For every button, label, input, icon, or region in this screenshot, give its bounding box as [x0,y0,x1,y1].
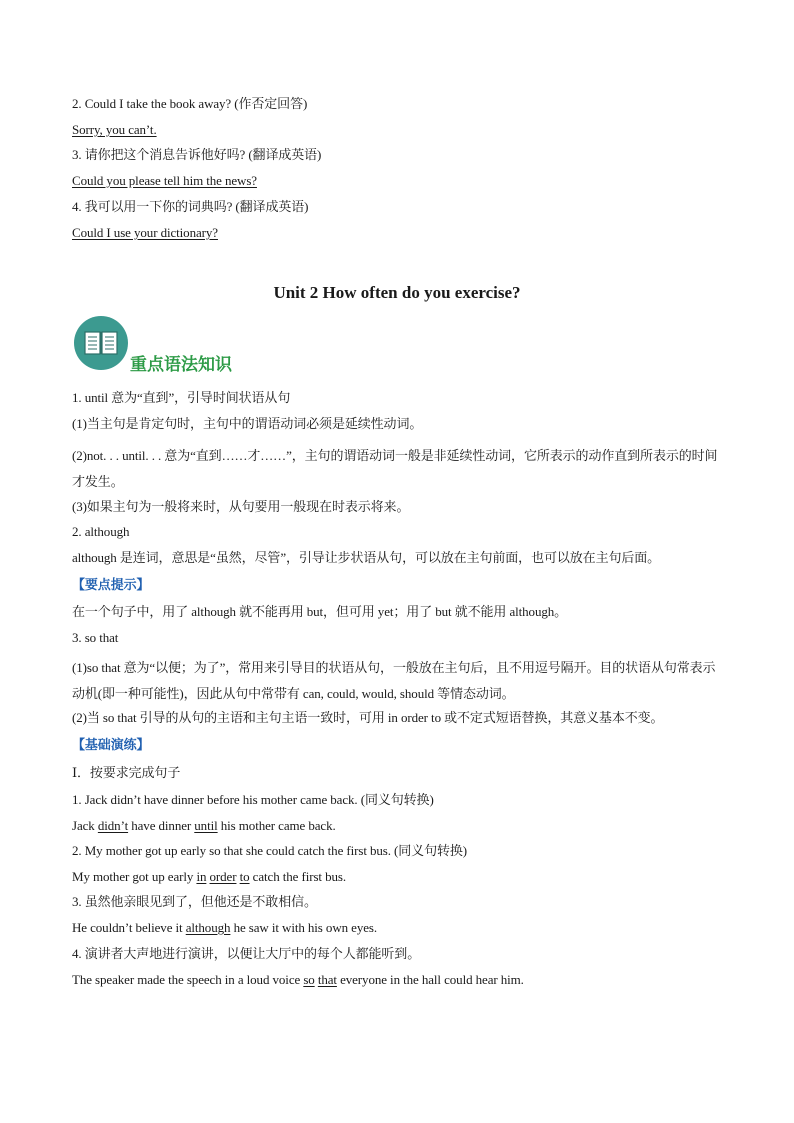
answer-blank: until [194,818,218,833]
grammar-point-1b: (2)not. . . until. . . 意为“直到……才……”，主句的谓语动词一般是非延续性动词，它所表示的动作直到所表示的时间才发生。 [72,448,718,489]
section-heading [74,316,334,374]
grammar-point-3a: (1)so that 意为“以便；为了”，常用来引导目的状语从句，一般放在主句后，且不用逗号隔开。目的状语从句常表示动机(即一种可能性)，因此从句中常带有 can, could, would, should 等情态动词。 [72,660,716,701]
answer-text: he saw it with his own eyes. [230,920,378,935]
exercise-question-3: 3. 请你把这个消息告诉他好吗? (翻译成英语) [72,147,322,162]
unit-title: Unit 2 How often do you exercise? [273,283,521,302]
practice-question-2: 2. My mother got up early so that she could catch the first bus. (同义句转换) [72,843,468,858]
tip-label: 【要点提示】 [72,577,150,592]
exercise-answer-4: Could I use your dictionary? [72,225,218,240]
practice-label: 【基础演练】 [72,737,150,752]
practice-answer-1 [72,817,336,835]
answer-text: Jack [72,818,98,833]
practice-question-4: 4. 演讲者大声地进行演讲，以便让大厅中的每个人都能听到。 [72,946,421,961]
answer-text: have dinner [128,818,195,833]
exercise-question-4: 4. 我可以用一下你的词典吗? (翻译成英语) [72,199,309,214]
answer-text: He couldn’t believe it [72,920,186,935]
practice-answer-2 [72,868,346,886]
answer-text: catch the first bus. [249,869,346,884]
grammar-point-1-title: 1. until 意为“直到”，引导时间状语从句 [72,390,291,405]
exercise-answer-3: Could you please tell him the news? [72,173,257,188]
answer-text: his mother came back. [217,818,336,833]
exercise-answer-2: Sorry, you can’t. [72,122,157,137]
answer-blank: didn’t [97,818,129,833]
answer-blank: in [196,869,207,884]
section-label: 重点语法知识 [130,355,232,375]
answer-text: The speaker made the speech in a loud voice [72,972,304,987]
grammar-point-1a: (1)当主句是肯定句时，主句中的谓语动词必须是延续性动词。 [72,416,423,431]
answer-text: everyone in the hall could hear him. [336,972,524,987]
answer-blank: so [303,972,315,987]
grammar-point-1c: (3)如果主句为一般将来时，从句要用一般现在时表示将来。 [72,499,410,514]
practice-question-1: 1. Jack didn’t have dinner before his mother came back. (同义句转换) [72,792,434,807]
exercise-question-2: 2. Could I take the book away? (作否定回答) [72,96,308,111]
practice-answer-3 [72,919,377,937]
answer-blank: order [209,869,237,884]
practice-part-title: Ⅰ．按要求完成句子 [72,765,181,780]
grammar-point-3b: (2)当 so that 引导的从句的主语和主句主语一致时，可用 in order to 或不定式短语替换，其意义基本不变。 [72,710,664,725]
answer-text: My mother got up early [72,869,197,884]
book-icon [74,316,128,370]
section-badge [74,316,128,370]
practice-question-3: 3. 虽然他亲眼见到了，但他还是不敢相信。 [72,894,317,909]
answer-blank: although [185,920,231,935]
answer-blank: that [317,972,337,987]
grammar-point-2a: although 是连词，意思是“虽然，尽管”，引导让步状语从句，可以放在主句前面，也可以放在主句后面。 [72,550,661,565]
answer-blank: to [239,869,250,884]
practice-answer-4 [72,971,524,989]
grammar-point-2-title: 2. although [72,524,130,539]
tip-text: 在一个句子中，用了 although 就不能再用 but，但可用 yet；用了 but 就不能用 although。 [72,604,568,619]
grammar-point-3-title: 3. so that [72,630,119,645]
